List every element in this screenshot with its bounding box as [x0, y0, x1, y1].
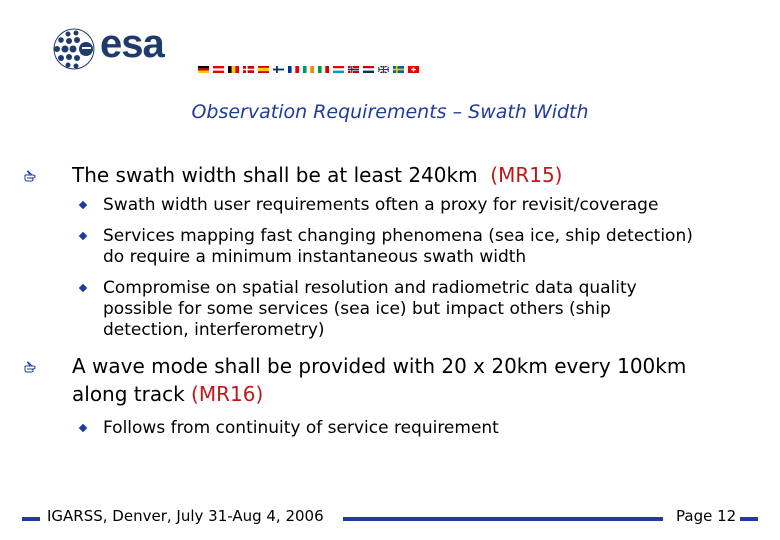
esa-logo-text: esa [100, 22, 164, 66]
bullet-swath-width [72, 161, 563, 189]
footer-bar-middle [343, 517, 663, 521]
flag-germany-icon [198, 66, 209, 73]
sub-bullet-line: Follows from continuity of service requirement [103, 418, 499, 438]
footer-event: IGARSS, Denver, July 31-Aug 4, 2006 [47, 507, 324, 525]
sub-bullet-line: Compromise on spatial resolution and radiometric data quality [103, 278, 637, 298]
flag-belgium-icon [228, 66, 239, 73]
requirement-ref-mr15: (MR15) [490, 163, 563, 187]
sub-bullet-compromise [103, 278, 743, 341]
bullet-swath-width-text: The swath width shall be at least 240km [72, 163, 478, 187]
flag-luxembourg-icon [333, 66, 344, 73]
pointing-hand-icon [24, 170, 38, 184]
flag-france-icon [288, 66, 299, 73]
footer-bar-left [22, 517, 40, 521]
bullet-wave-mode-line1: A wave mode shall be provided with 20 x 20km every 100km [72, 354, 687, 378]
sub-bullet-diamond-icon [79, 284, 87, 292]
sub-bullet-diamond-icon [79, 424, 87, 432]
member-flags [198, 66, 419, 73]
bullet-wave-mode [72, 352, 686, 408]
sub-bullet-line: Services mapping fast changing phenomena (sea ice, ship detection) [103, 226, 693, 246]
flag-sweden-icon [393, 66, 404, 73]
slide-title: Observation Requirements – Swath Width [191, 101, 589, 123]
bullet-wave-mode-line2-wrap [72, 380, 686, 408]
flag-switzerland-icon [408, 66, 419, 73]
pointing-hand-icon [24, 361, 38, 375]
sub-bullet-diamond-icon [79, 232, 87, 240]
flag-denmark-icon [243, 66, 254, 73]
sub-bullet-diamond-icon [79, 201, 87, 209]
sub-bullet-line: detection, interferometry) [103, 320, 325, 340]
sub-bullet-line: do require a minimum instantaneous swath width [103, 247, 527, 267]
requirement-ref-mr16: (MR16) [191, 382, 264, 406]
flag-norway-icon [348, 66, 359, 73]
flag-austria-icon [213, 66, 224, 73]
flag-uk-icon [378, 66, 389, 73]
flag-spain-icon [258, 66, 269, 73]
sub-bullet-line: Swath width user requirements often a proxy for revisit/coverage [103, 195, 659, 215]
flag-finland-icon [273, 66, 284, 73]
sub-bullet-proxy [103, 195, 743, 216]
flag-ireland-icon [303, 66, 314, 73]
flag-italy-icon [318, 66, 329, 73]
flag-netherlands-icon [363, 66, 374, 73]
sub-bullet-services [103, 226, 743, 268]
sub-bullet-continuity [103, 418, 743, 439]
footer-bar-right [740, 517, 758, 521]
footer-page-number: Page 12 [676, 507, 737, 525]
bullet-wave-mode-line2: along track [72, 382, 185, 406]
sub-bullet-line: possible for some services (sea ice) but impact others (ship [103, 299, 611, 319]
